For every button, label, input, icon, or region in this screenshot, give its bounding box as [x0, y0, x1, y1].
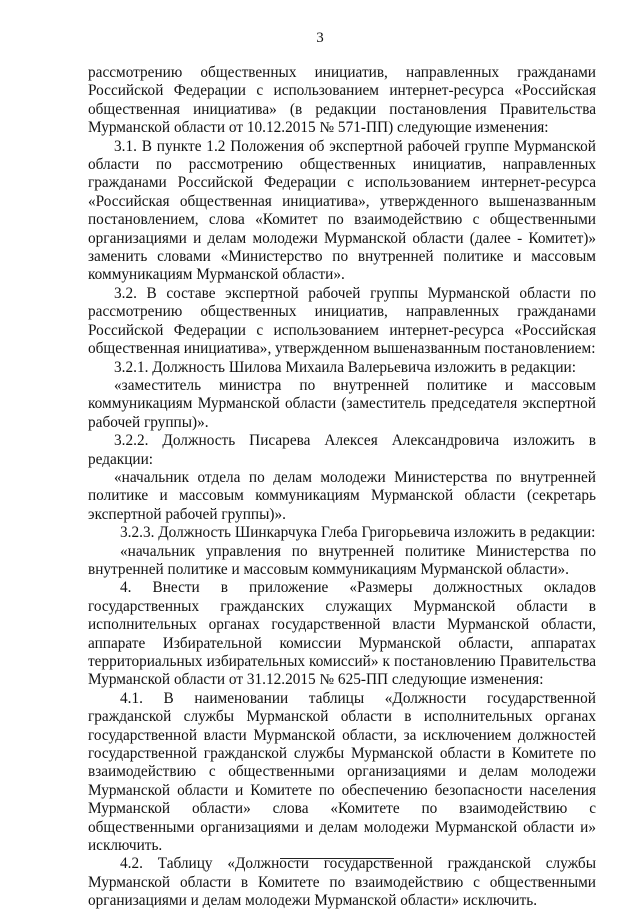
- paragraph-4-1: 4.1. В наименовании таблицы «Должности государственной гражданской службы Мурманской области в исполнительных органах государственной власти Мурманской области, за исключением должностей государственной гражданской службы Мурманской области в Комитете по взаимодействию с общественными организациями и делам молодежи Мурманской области и Комитете по обеспечению безопасности населения Мурманской области» слова «Комитете по взаимодействию с общественными организациями и делам молодежи Мурманской области и» исключить.: [88, 689, 596, 855]
- page-number: 3: [316, 30, 324, 46]
- document-body: [88, 64, 596, 911]
- paragraph-3-2: 3.2. В составе экспертной рабочей группы Мурманской области по рассмотрению общественных инициатив, направленных гражданами Российской Федерации с использованием интернет-ресурса «Российская общественная инициатива», утвержденном вышеназванным постановлением:: [88, 284, 596, 358]
- paragraph-3-2-2: 3.2.2. Должность Писарева Алексея Александровича изложить в редакции:: [88, 432, 596, 468]
- paragraph-3-2-3-text: «начальник управления по внутренней политике Министерства по внутренней политике и массовым коммуникациям Мурманской области».: [88, 542, 596, 578]
- paragraph-3-2-1: 3.2.1. Должность Шилова Михаила Валерьевича изложить в редакции:: [114, 358, 576, 376]
- paragraph-4-2: 4.2. Таблицу «Должности государственной гражданской службы Мурманской области в Комитете по взаимодействию с общественными организациями и делам молодежи Мурманской области» исключить.: [88, 855, 596, 910]
- end-divider: [280, 858, 394, 859]
- paragraph-4: 4. Внести в приложение «Размеры должностных окладов государственных гражданских служащих Мурманской области в исполнительных органах государственной власти Мурманской области, аппарате Избирательной комиссии Мурманской области, аппаратах территориальных избирательных комиссий» к постановлению Правительства Мурманской области от 31.12.2015 № 625-ПП следующие изменения:: [88, 579, 596, 689]
- paragraph-continuation: рассмотрению общественных инициатив, направленных гражданами Российской Федерации с использованием интернет-ресурса «Российская общественная инициатива» (в редакции постановления Правительства Мурманской области от 10.12.2015 № 571-ПП) следующие изменения:: [88, 64, 596, 137]
- paragraph-3-2-3: 3.2.3. Должность Шинкарчука Глеба Григорьевича изложить в редакции:: [120, 524, 596, 542]
- paragraph-3-1: 3.1. В пункте 1.2 Положения об экспертной рабочей группе Мурманской области по рассмотрению общественных инициатив, направленных гражданами Российской Федерации с использованием интернет-ресурса «Российская общественная инициатива», утвержденного вышеназванным постановлением, слова «Комитет по взаимодействию с общественными организациями и делам молодежи Мурманской области (далее - Комитет)» заменить словами «Министерство по внутренней политике и массовым коммуникациям Мурманской области».: [88, 137, 596, 284]
- paragraph-3-2-2-text: «начальник отдела по делам молодежи Министерства по внутренней политике и массовым коммуникациям Мурманской области (секретарь экспертной рабочей группы)».: [88, 468, 596, 523]
- paragraph-3-2-1-text: «заместитель министра по внутренней политике и массовым коммуникациям Мурманской области (заместитель председателя экспертной рабочей группы)».: [88, 376, 596, 431]
